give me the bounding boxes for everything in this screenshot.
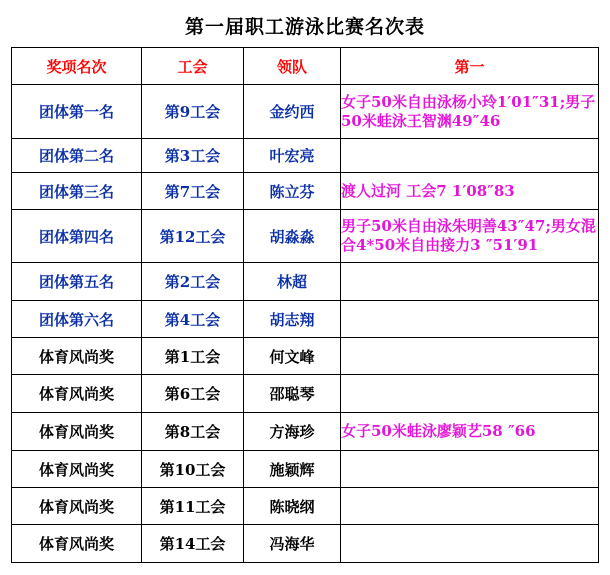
award-cell: 体育风尚奖 <box>12 488 142 525</box>
leader-cell: 叶宏亮 <box>244 139 341 173</box>
header-first: 第一 <box>341 48 599 85</box>
first-place-cell <box>341 488 599 525</box>
award-cell: 团体第四名 <box>12 210 142 263</box>
award-cell: 团体第三名 <box>12 173 142 210</box>
first-place-cell <box>341 263 599 301</box>
first-place-cell <box>341 451 599 488</box>
leader-cell: 胡志翔 <box>244 301 341 338</box>
table-row <box>12 375 599 413</box>
leader-cell: 林超 <box>244 263 341 301</box>
award-cell: 体育风尚奖 <box>12 375 142 413</box>
header-leader: 领队 <box>244 48 341 85</box>
award-cell: 团体第六名 <box>12 301 142 338</box>
award-cell: 体育风尚奖 <box>12 525 142 563</box>
header-row <box>12 48 599 85</box>
leader-cell: 施颖辉 <box>244 451 341 488</box>
award-cell: 体育风尚奖 <box>12 413 142 451</box>
union-cell: 第1工会 <box>142 338 244 375</box>
table-row <box>12 139 599 173</box>
union-cell: 第2工会 <box>142 263 244 301</box>
first-place-cell: 女子50米蛙泳廖颖艺58 ″66 <box>341 413 599 451</box>
leader-cell: 金约西 <box>244 85 341 139</box>
union-cell: 第9工会 <box>142 85 244 139</box>
award-cell: 团体第五名 <box>12 263 142 301</box>
table-row <box>12 525 599 563</box>
leader-cell: 陈立芬 <box>244 173 341 210</box>
leader-cell: 胡淼淼 <box>244 210 341 263</box>
award-cell: 团体第二名 <box>12 139 142 173</box>
union-cell: 第4工会 <box>142 301 244 338</box>
table-row <box>12 488 599 525</box>
first-place-cell: 女子50米自由泳杨小玲1′01″31;男子50米蛙泳王智渊49″46 <box>341 85 599 139</box>
table-row <box>12 413 599 451</box>
table-row <box>12 301 599 338</box>
first-place-cell <box>341 139 599 173</box>
header-award: 奖项名次 <box>12 48 142 85</box>
first-place-cell: 渡人过河 工会7 1′08″83 <box>341 173 599 210</box>
page-title: 第一届职工游泳比赛名次表 <box>184 16 425 38</box>
leader-cell: 冯海华 <box>244 525 341 563</box>
leader-cell: 方海珍 <box>244 413 341 451</box>
award-cell: 体育风尚奖 <box>12 451 142 488</box>
first-place-cell <box>341 525 599 563</box>
leader-cell: 何文峰 <box>244 338 341 375</box>
award-cell: 团体第一名 <box>12 85 142 139</box>
award-cell: 体育风尚奖 <box>12 338 142 375</box>
table-row <box>12 173 599 210</box>
union-cell: 第14工会 <box>142 525 244 563</box>
table-row <box>12 338 599 375</box>
union-cell: 第3工会 <box>142 139 244 173</box>
union-cell: 第6工会 <box>142 375 244 413</box>
union-cell: 第12工会 <box>142 210 244 263</box>
union-cell: 第10工会 <box>142 451 244 488</box>
first-place-cell <box>341 375 599 413</box>
first-place-cell <box>341 338 599 375</box>
table-row <box>12 210 599 263</box>
table-row <box>12 85 599 139</box>
leader-cell: 陈晓纲 <box>244 488 341 525</box>
union-cell: 第8工会 <box>142 413 244 451</box>
leader-cell: 邵聪琴 <box>244 375 341 413</box>
results-table <box>11 47 599 563</box>
first-place-cell: 男子50米自由泳朱明善43″47;男女混合4*50米自由接力3 ″51′91 <box>341 210 599 263</box>
table-row <box>12 451 599 488</box>
first-place-cell <box>341 301 599 338</box>
table-row <box>12 263 599 301</box>
union-cell: 第11工会 <box>142 488 244 525</box>
union-cell: 第7工会 <box>142 173 244 210</box>
header-union: 工会 <box>142 48 244 85</box>
